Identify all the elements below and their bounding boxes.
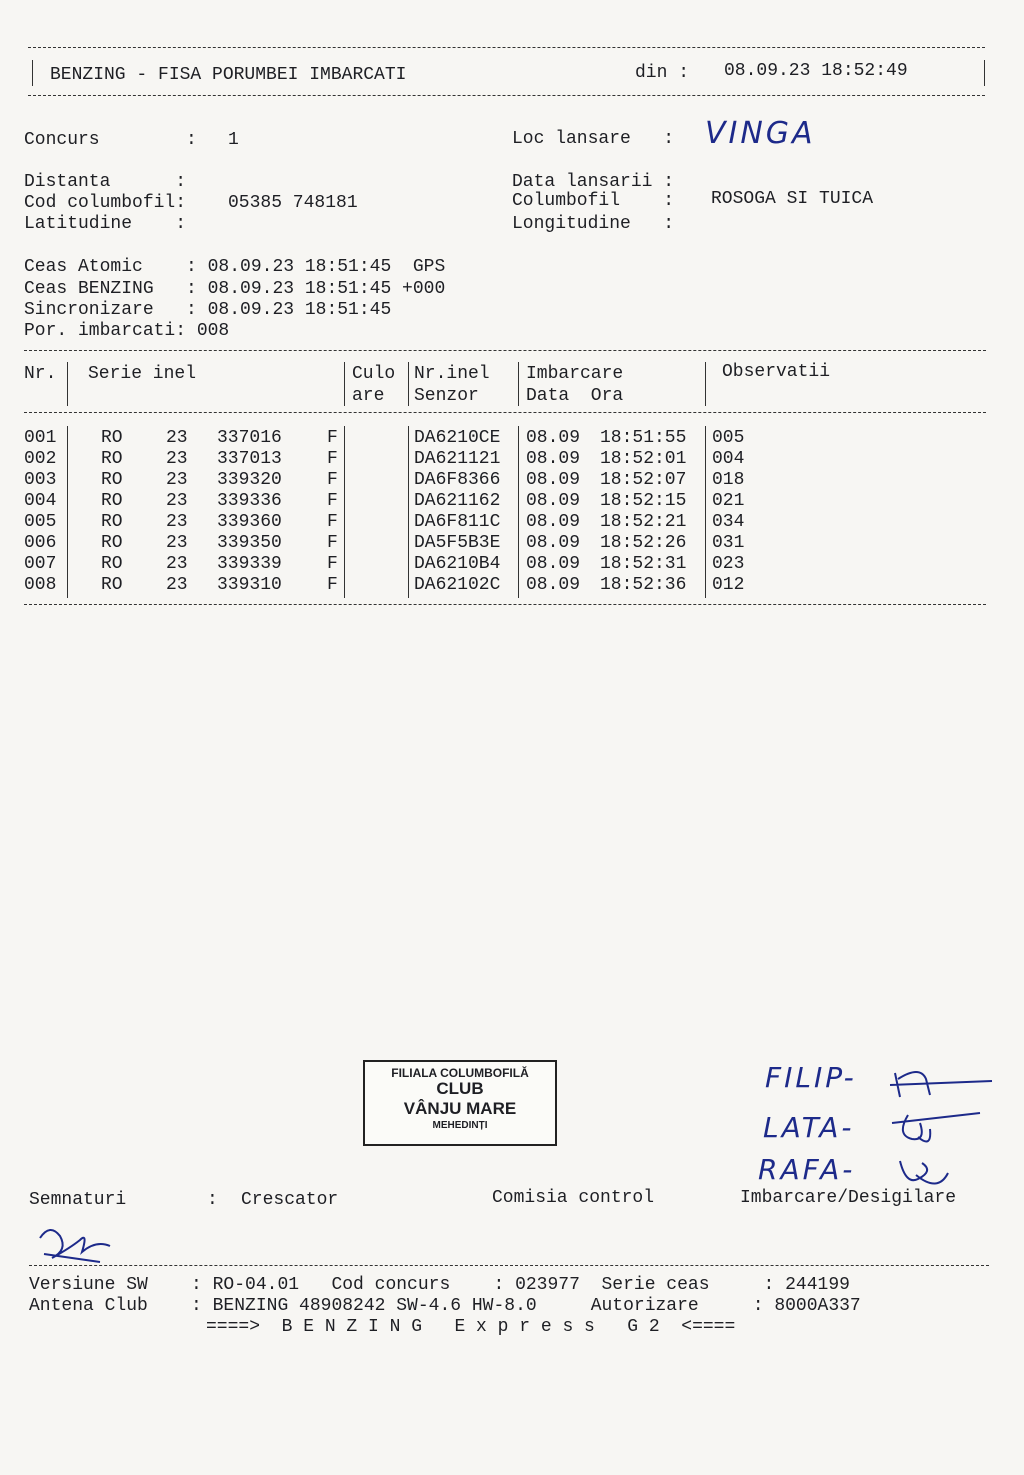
table-cell-nr: 005: [24, 512, 57, 532]
th-culoare-1: Culo: [352, 364, 396, 384]
table-cell-country: RO: [101, 533, 123, 553]
table-cell-date: 08.09: [526, 449, 581, 469]
ceas-benzing-line: Ceas BENZING : 08.09.23 18:51:45 +000: [24, 279, 446, 299]
cod-columbofil-value: 05385 748181: [228, 193, 358, 213]
th-imbarcare-2: Data Ora: [526, 386, 624, 406]
table-cell-date: 08.09: [526, 512, 581, 532]
table-cell-sex: F: [327, 512, 338, 532]
stamp-line-4: MEHEDINȚI: [432, 1120, 488, 1131]
table-cell-sensor: DA621121: [414, 449, 501, 469]
col-sep: [408, 362, 409, 406]
table-cell-year: 23: [166, 470, 188, 490]
table-cell-date: 08.09: [526, 533, 581, 553]
table-cell-date: 08.09: [526, 575, 581, 595]
table-cell-nr: 007: [24, 554, 57, 574]
col-sep: [67, 362, 68, 406]
table-cell-year: 23: [166, 449, 188, 469]
col-sep: [408, 426, 409, 598]
table-cell-country: RO: [101, 491, 123, 511]
stamp-line-2: CLUB: [436, 1079, 484, 1098]
table-cell-ring: 339310: [217, 575, 282, 595]
table-cell-nr: 003: [24, 470, 57, 490]
table-cell-year: 23: [166, 491, 188, 511]
table-cell-year: 23: [166, 512, 188, 532]
table-cell-sensor: DA6210CE: [414, 428, 501, 448]
table-cell-country: RO: [101, 575, 123, 595]
distanta-label: Distanta :: [24, 172, 187, 192]
th-culoare-2: are: [352, 386, 385, 406]
table-cell-date: 08.09: [526, 491, 581, 511]
table-cell-time: 18:52:31: [600, 554, 687, 574]
data-lansarii-label: Data lansarii :: [512, 172, 675, 192]
header-date-value: 08.09.23 18:52:49: [724, 61, 908, 81]
footer-line-2: Antena Club : BENZING 48908242 SW-4.6 HW-8.0 Autorizare : 8000A337: [29, 1296, 861, 1316]
header-bottom-rule: [28, 95, 985, 96]
loc-lansare-handwritten: VINGA: [705, 116, 816, 151]
concurs-label: Concurs :: [24, 130, 197, 150]
table-cell-sensor: DA6210B4: [414, 554, 501, 574]
signature-scribbles: [860, 1055, 1000, 1200]
table-cell-ring: 339350: [217, 533, 282, 553]
club-stamp: [363, 1060, 557, 1146]
latitudine-label: Latitudine :: [24, 214, 187, 234]
table-cell-ring: 337013: [217, 449, 282, 469]
imbarcare-desigilare-label: Imbarcare/Desigilare: [740, 1188, 957, 1208]
table-header-rule: [24, 412, 986, 413]
table-cell-obs: 018: [712, 470, 745, 490]
table-cell-time: 18:52:01: [600, 449, 687, 469]
table-cell-obs: 031: [712, 533, 745, 553]
table-cell-nr: 002: [24, 449, 57, 469]
table-cell-sex: F: [327, 428, 338, 448]
table-cell-time: 18:52:36: [600, 575, 687, 595]
table-top-rule: [24, 350, 986, 351]
col-sep: [705, 362, 706, 406]
table-cell-sensor: DA5F5B3E: [414, 533, 501, 553]
sincronizare-line: Sincronizare : 08.09.23 18:51:45: [24, 300, 392, 320]
ceas-atomic-line: Ceas Atomic : 08.09.23 18:51:45 GPS: [24, 257, 446, 277]
table-cell-nr: 006: [24, 533, 57, 553]
longitudine-label: Longitudine :: [512, 214, 675, 234]
th-observatii: Observatii: [722, 362, 831, 382]
semnaturi-colon: :: [207, 1190, 218, 1210]
table-cell-obs: 034: [712, 512, 745, 532]
table-cell-obs: 012: [712, 575, 745, 595]
comisia-control-label: Comisia control: [492, 1188, 655, 1208]
table-cell-sensor: DA6F811C: [414, 512, 501, 532]
table-cell-year: 23: [166, 533, 188, 553]
table-cell-time: 18:52:26: [600, 533, 687, 553]
table-cell-date: 08.09: [526, 470, 581, 490]
table-cell-sex: F: [327, 575, 338, 595]
footer-rule: [29, 1265, 989, 1266]
por-imbarcati-line: Por. imbarcati: 008: [24, 321, 230, 341]
table-cell-date: 08.09: [526, 428, 581, 448]
table-cell-obs: 004: [712, 449, 745, 469]
col-sep: [518, 426, 519, 598]
stamp-line-3: VÂNJU MARE: [403, 1099, 517, 1118]
footer-line-1: Versiune SW : RO-04.01 Cod concurs : 023977 Serie ceas : 244199: [29, 1275, 850, 1295]
crescator-label: Crescator: [241, 1190, 339, 1210]
table-bottom-rule: [24, 604, 986, 605]
th-nr: Nr.: [24, 364, 57, 384]
table-cell-sensor: DA621162: [414, 491, 501, 511]
th-nr-inel-2: Senzor: [414, 386, 479, 406]
th-nr-inel-1: Nr.inel: [414, 364, 490, 384]
table-cell-year: 23: [166, 428, 188, 448]
handwritten-sig-filip: FILIP-: [765, 1061, 857, 1094]
table-cell-obs: 005: [712, 428, 745, 448]
table-cell-ring: 339360: [217, 512, 282, 532]
table-cell-obs: 021: [712, 491, 745, 511]
footer-line-3: ====> B E N Z I N G E x p r e s s G 2 <====: [206, 1317, 736, 1337]
table-cell-ring: 339336: [217, 491, 282, 511]
table-cell-sex: F: [327, 449, 338, 469]
table-cell-country: RO: [101, 470, 123, 490]
columbofil-label: Columbofil :: [512, 191, 675, 211]
columbofil-value: ROSOGA SI TUICA: [711, 189, 874, 209]
table-cell-time: 18:51:55: [600, 428, 687, 448]
table-cell-sex: F: [327, 491, 338, 511]
handwritten-sig-lata: LATA-: [763, 1111, 855, 1144]
col-sep: [705, 426, 706, 598]
table-cell-nr: 001: [24, 428, 57, 448]
table-cell-ring: 337016: [217, 428, 282, 448]
table-cell-country: RO: [101, 449, 123, 469]
table-cell-country: RO: [101, 554, 123, 574]
table-cell-sex: F: [327, 554, 338, 574]
table-cell-sensor: DA62102C: [414, 575, 501, 595]
header-right-bar: [984, 60, 985, 86]
table-cell-sex: F: [327, 533, 338, 553]
table-cell-date: 08.09: [526, 554, 581, 574]
th-imbarcare-1: Imbarcare: [526, 364, 624, 384]
col-sep: [67, 426, 68, 598]
loc-lansare-label: Loc lansare :: [512, 129, 675, 149]
table-cell-time: 18:52:15: [600, 491, 687, 511]
table-cell-country: RO: [101, 512, 123, 532]
header-top-rule: [28, 47, 985, 48]
cod-columbofil-label: Cod columbofil:: [24, 193, 187, 213]
table-cell-year: 23: [166, 554, 188, 574]
table-cell-obs: 023: [712, 554, 745, 574]
crescator-signature: [30, 1218, 120, 1268]
header-left-bar: [32, 60, 33, 86]
header-date-label: din :: [635, 63, 690, 83]
col-sep: [518, 362, 519, 406]
document-title: BENZING - FISA PORUMBEI IMBARCATI: [50, 65, 407, 85]
table-cell-nr: 004: [24, 491, 57, 511]
table-cell-nr: 008: [24, 575, 57, 595]
col-sep: [344, 362, 345, 406]
stamp-line-1: FILIALA COLUMBOFILĂ: [391, 1066, 529, 1080]
concurs-value: 1: [228, 130, 239, 150]
col-sep: [344, 426, 345, 598]
th-serie-inel: Serie inel: [88, 364, 197, 384]
table-cell-ring: 339339: [217, 554, 282, 574]
table-cell-sex: F: [327, 470, 338, 490]
table-cell-ring: 339320: [217, 470, 282, 490]
table-cell-year: 23: [166, 575, 188, 595]
table-cell-sensor: DA6F8366: [414, 470, 501, 490]
table-cell-time: 18:52:07: [600, 470, 687, 490]
semnaturi-label: Semnaturi: [29, 1190, 127, 1210]
table-cell-time: 18:52:21: [600, 512, 687, 532]
table-cell-country: RO: [101, 428, 123, 448]
handwritten-sig-rafa: RAFA-: [758, 1153, 856, 1186]
